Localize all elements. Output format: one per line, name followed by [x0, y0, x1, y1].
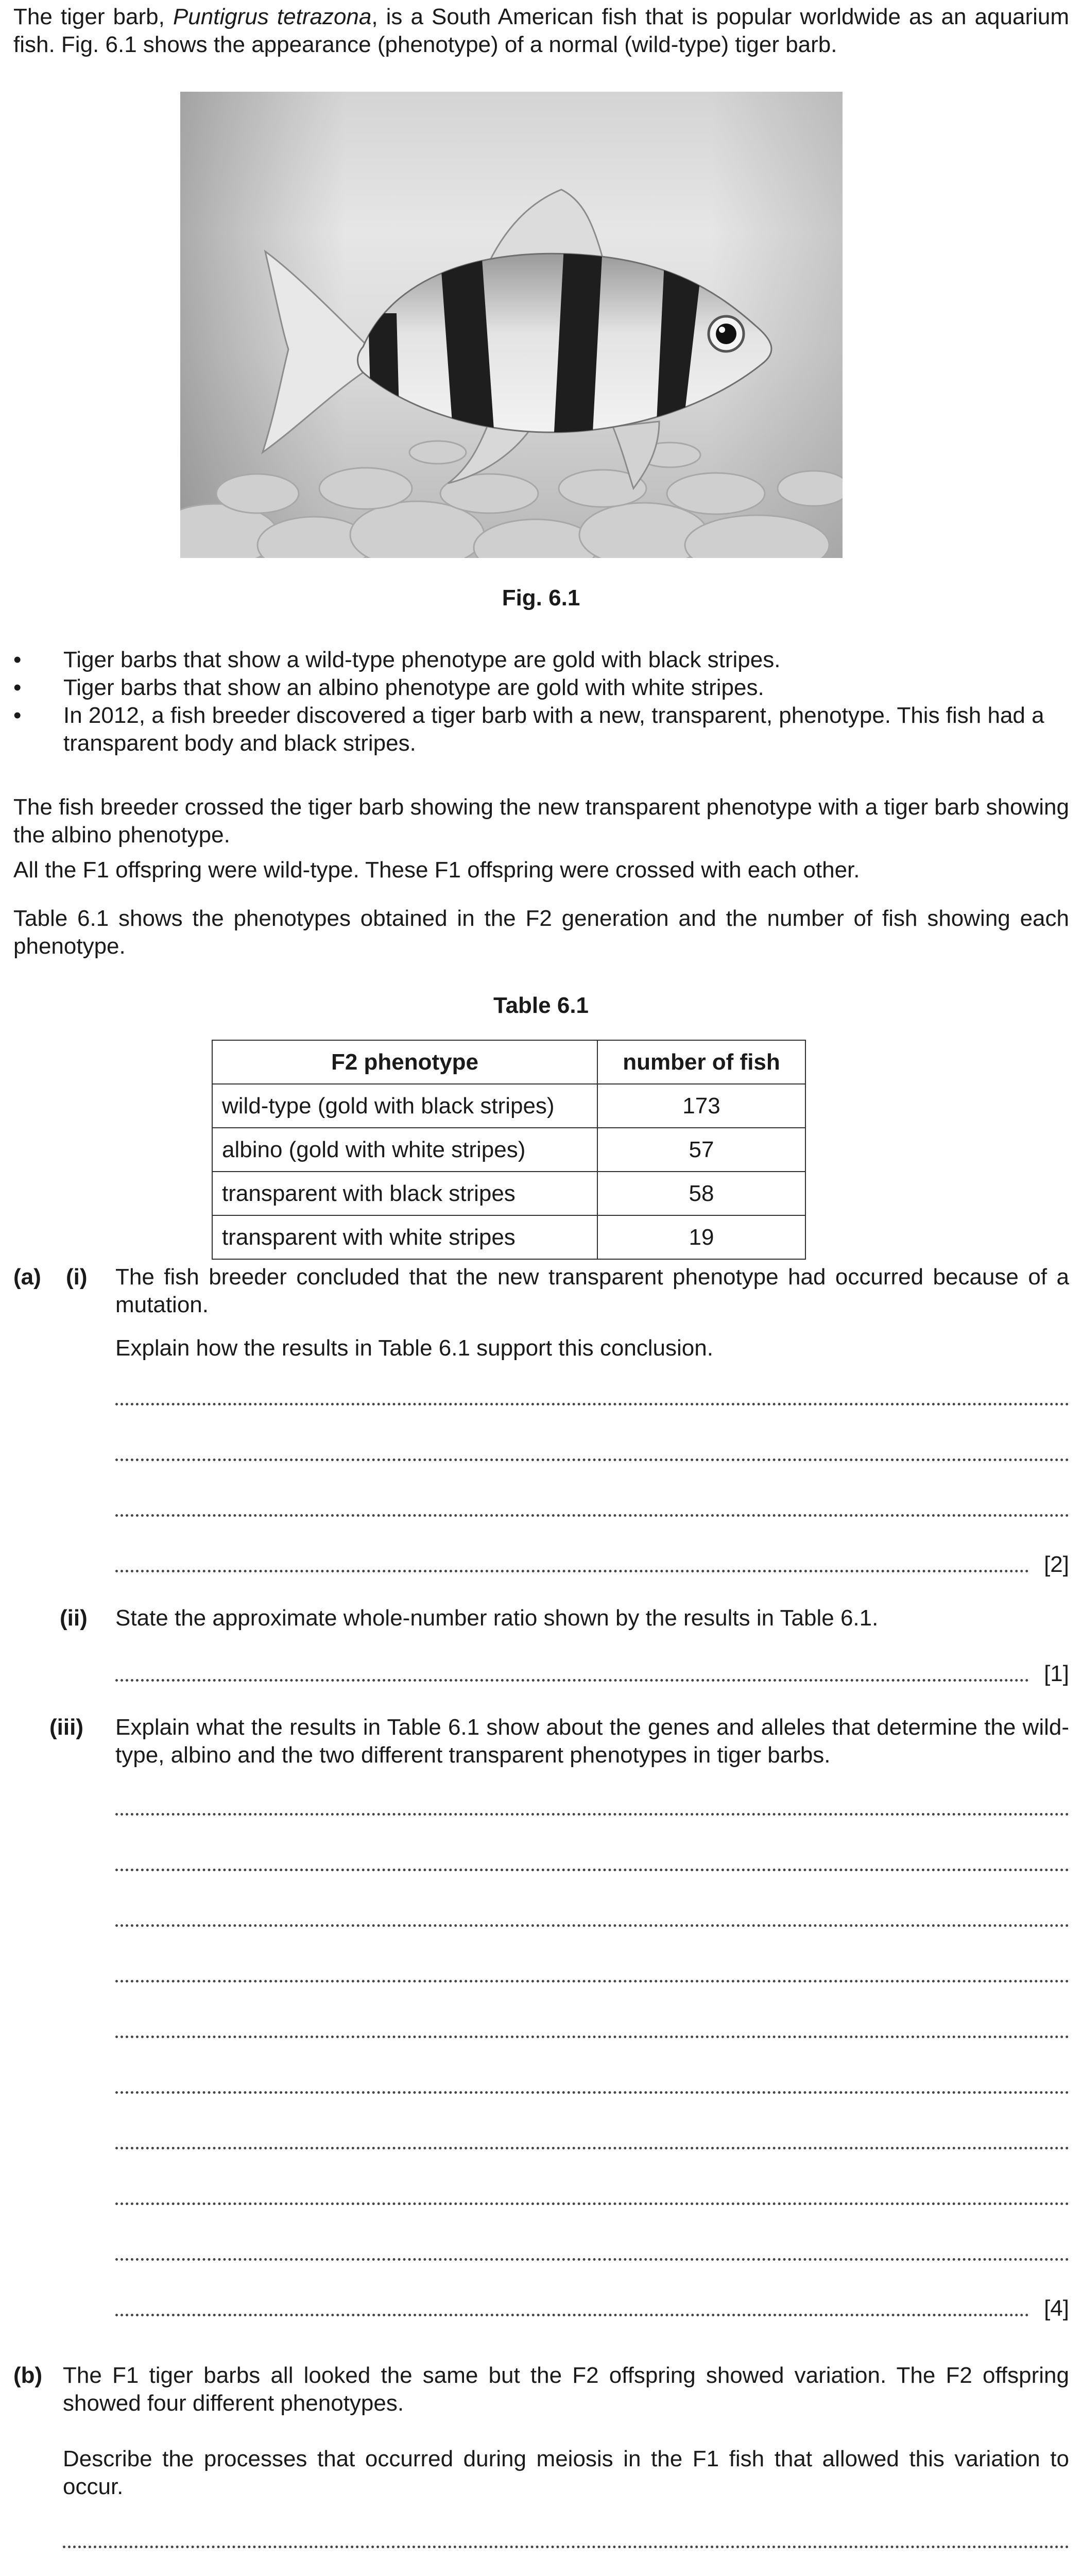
bullet-text: Tiger barbs that show an albino phenotype are gold with white stripes. — [63, 675, 764, 700]
answer-line[interactable] — [115, 1905, 1069, 1933]
count-cell: 58 — [597, 1172, 805, 1215]
phenotype-cell: transparent with white stripes — [212, 1215, 597, 1259]
answer-line[interactable] — [115, 2183, 1069, 2211]
marks-a-ii: [1] — [1044, 1661, 1069, 1686]
answer-line[interactable] — [115, 1439, 1069, 1467]
table-row — [212, 1215, 805, 1259]
header-number: number of fish — [597, 1040, 805, 1084]
answer-line[interactable] — [115, 1961, 1069, 1989]
figure-caption: Fig. 6.1 — [502, 585, 580, 611]
f1-paragraph: All the F1 offspring were wild-type. These F1 offspring were crossed with each other. — [13, 857, 860, 883]
part-a-ii-label: (ii) — [60, 1605, 88, 1631]
part-a-iii-text: Explain what the results in Table 6.1 show about the genes and alleles that determine the wild-type, albino and the two different transparent phenotypes in tiger barbs. — [115, 1715, 1069, 1768]
phenotype-cell: albino (gold with white stripes) — [212, 1128, 597, 1172]
count-cell: 57 — [597, 1128, 805, 1172]
part-a-ii-text: State the approximate whole-number ratio shown by the results in Table 6.1. — [115, 1605, 879, 1631]
bullet-marker: • — [13, 703, 22, 728]
answer-line[interactable] — [63, 2527, 1069, 2554]
tiger-barb-photo — [180, 92, 843, 558]
intro-text-start: The tiger barb, — [13, 4, 173, 29]
table-row — [212, 1172, 805, 1215]
part-b-text: The F1 tiger barbs all looked the same but the F2 offspring showed variation. The F2 offspring showed four different phenotypes. — [63, 2363, 1069, 2416]
marks-a-iii: [4] — [1044, 2296, 1069, 2321]
intro-paragraph — [13, 3, 1069, 59]
phenotype-cell: wild-type (gold with black stripes) — [212, 1084, 597, 1128]
bullet-wild-type — [13, 646, 1069, 674]
answer-line[interactable] — [115, 1384, 1069, 1412]
intro-text-end: , is a South American fish that is popular worldwide as an aquarium fish. Fig. 6.1 shows the appearance (phenotype) of a normal (wild-type) tiger barb. — [13, 4, 1070, 57]
answer-line-final[interactable] — [115, 2295, 1069, 2323]
bullet-marker: • — [13, 647, 22, 672]
bullet-text: Tiger barbs that show a wild-type phenotype are gold with black stripes. — [63, 647, 781, 672]
part-a-label: (a) — [13, 1264, 41, 1290]
count-cell: 19 — [597, 1215, 805, 1259]
answer-line[interactable] — [115, 2239, 1069, 2267]
answer-line[interactable] — [115, 2128, 1069, 2156]
part-b-label: (b) — [13, 2363, 43, 2388]
table-row — [212, 1128, 805, 1172]
answer-line-final[interactable] — [115, 1551, 1069, 1579]
cross-paragraph: The fish breeder crossed the tiger barb showing the new transparent phenotype with a tiger barb showing the albino phenotype. — [13, 794, 1069, 848]
part-a-i-instruction: Explain how the results in Table 6.1 support this conclusion. — [115, 1335, 713, 1361]
table-intro-paragraph: Table 6.1 shows the phenotypes obtained in the F2 generation and the number of fish showing each phenotype. — [13, 906, 1069, 959]
part-a-i-text: The fish breeder concluded that the new transparent phenotype had occurred because of a mutation. — [115, 1264, 1069, 1317]
bullet-transparent — [13, 702, 1069, 757]
marks-a-i: [2] — [1044, 1552, 1069, 1577]
bullet-list — [13, 646, 1069, 757]
bullet-albino — [13, 674, 1069, 702]
answer-line[interactable] — [115, 1495, 1069, 1523]
part-b-instruction: Describe the processes that occurred during meiosis in the F1 fish that allowed this variation to occur. — [63, 2446, 1069, 2499]
f2-phenotype-table — [212, 1040, 806, 1260]
bullet-marker: • — [13, 675, 22, 700]
part-a-i-label: (i) — [66, 1264, 88, 1290]
header-phenotype: F2 phenotype — [212, 1040, 597, 1084]
table-header-row — [212, 1040, 805, 1084]
table-caption: Table 6.1 — [493, 993, 589, 1018]
answer-line-final[interactable] — [115, 1660, 1069, 1688]
species-name: Puntigrus tetrazona — [173, 4, 372, 29]
phenotype-cell: transparent with black stripes — [212, 1172, 597, 1215]
answer-line[interactable] — [115, 2072, 1069, 2100]
answer-line[interactable] — [115, 1850, 1069, 1877]
count-cell: 173 — [597, 1084, 805, 1128]
part-a-iii-label: (iii) — [49, 1715, 83, 1740]
bullet-text: In 2012, a fish breeder discovered a tiger barb with a new, transparent, phenotype. This fish had a transparent body and black stripes. — [63, 703, 1044, 756]
table-row — [212, 1084, 805, 1128]
answer-line[interactable] — [115, 2016, 1069, 2044]
answer-line[interactable] — [115, 1794, 1069, 1822]
